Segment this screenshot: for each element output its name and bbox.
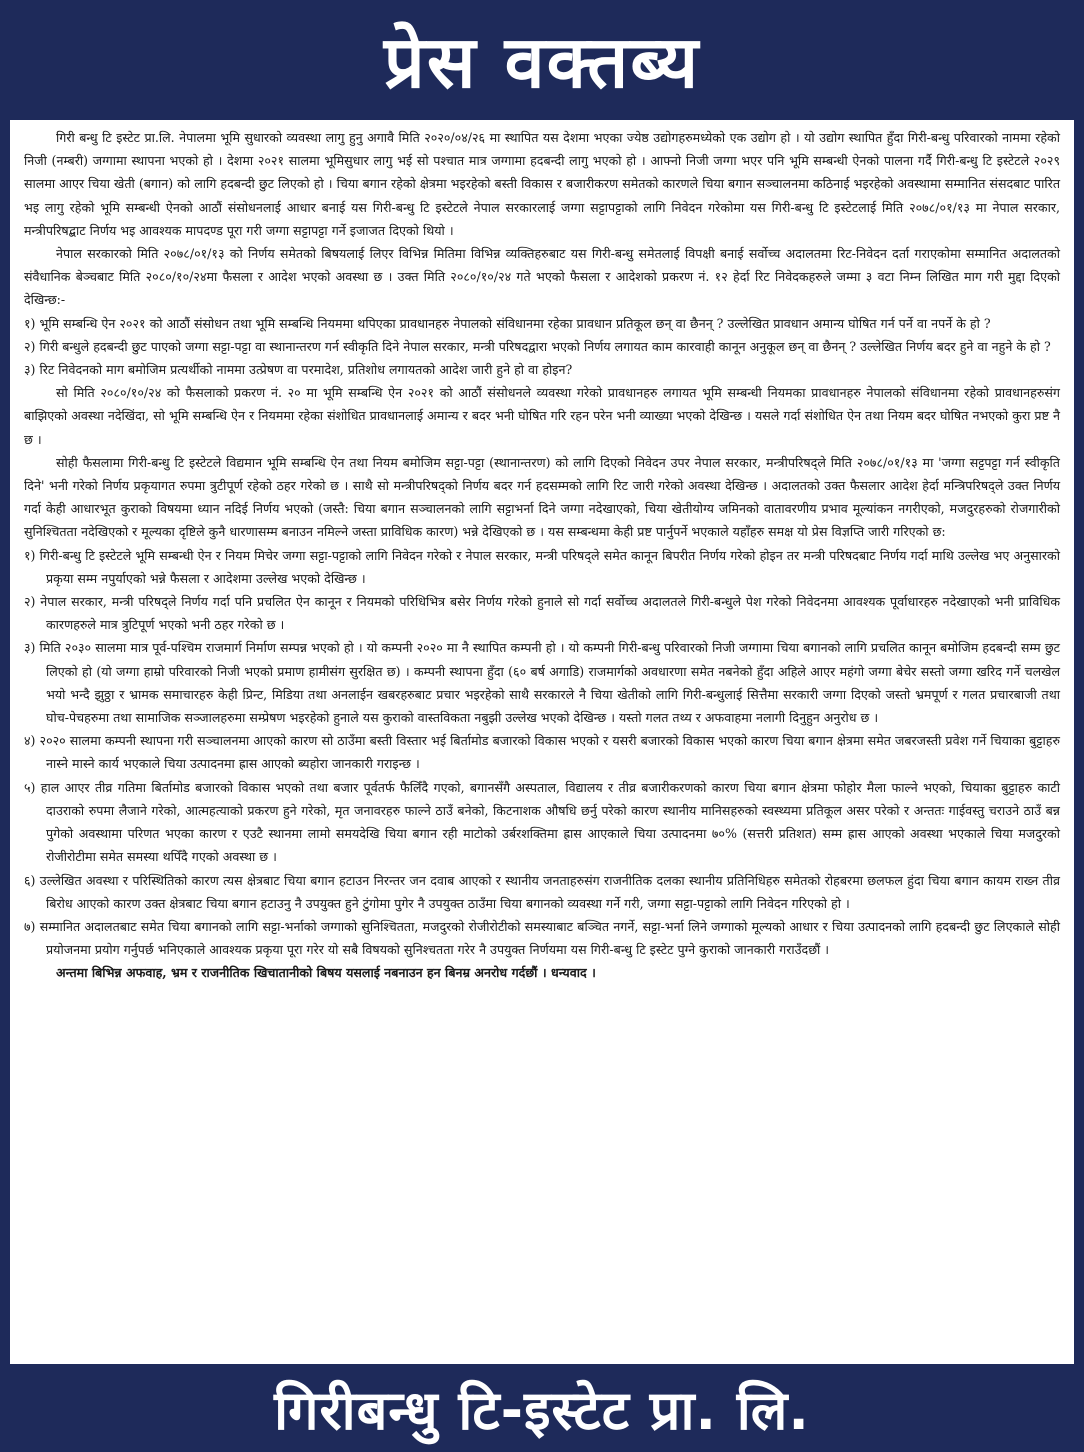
- statement-body: [10, 120, 1074, 1364]
- clarification-item-2: २) नेपाल सरकार, मन्त्री परिषद्ले निर्णय गर्दा पनि प्रचलित ऐन कानून र नियमको परिधिभित्र बसेर निर्णय गरेको हुनाले सो गर्दा सर्वोच्च अदालतले गिरी-बन्धुले पेश गरेको निवेदनमा आवश्यक पूर्वाधारहरु नदेखाएको भनी प्राविधिक कारणहरुले मात्र त्रुटिपूर्ण भएको भनी ठहर गरेको छ ।: [24, 594, 1060, 633]
- clarification-item-3: ३) मिति २०३० सालमा मात्र पूर्व-पश्चिम राजमार्ग निर्माण सम्पन्न भएको हो । यो कम्पनी २०२० मा नै स्थापित कम्पनी हो । यो कम्पनी गिरी-बन्धु परिवारको निजी जग्गामा चिया बगानको लागि प्रचलित कानून बमोजिम हदबन्दी सम्म छुट लिएको हो (यो जग्गा हाम्रो परिवारको निजी भएको प्रमाण हामीसंग सुरक्षित छ) । कम्पनी स्थापना हुँदा (६० बर्ष अगाडि) राजमार्गको अवधारणा समेत नबनेको हुँदा अहिले आएर महंगो जग्गा बेचेर सस्तो जग्गा खरिद गर्ने चलखेल भयो भन्दै झुठ्ठा र भ्रामक समाचारहरु केही प्रिन्ट, मिडिया तथा अनलाईन खबरहरुबाट प्रचार भइरहेको साथै सरकारले नै चिया खेतीको लागि गिरी-बन्धुलाई सित्तैमा सरकारी जग्गा दिएको जस्तो भ्रमपूर्ण र गलत प्रचारबाजी तथा घोच-पेचहरुमा तथा सामाजिक सञ्जालहरुमा सम्प्रेषण भइरहेको हुनाले यस कुराको वास्तविकता नबुझी उल्लेख भएको देखिन्छ । यस्तो गलत तथ्य र अफवाहमा नलागी दिनुहुन अनुरोध छ ।: [24, 640, 1060, 726]
- paragraph-background: गिरी बन्धु टि इस्टेट प्रा.लि. नेपालमा भूमि सुधारको व्यवस्था लागु हुनु अगावै मिति २०२०/०४/२६ मा स्थापित यस देशमा भएका ज्येष्ठ उद्योगहरुमध्येको एक उद्योग हो । यो उद्योग स्थापित हुँदा गिरी-बन्धु परिवारको नाममा रहेको निजी (नम्बरी) जग्गामा स्थापना भएको हो । देशमा २०२१ सालमा भूमिसुधार लागु भई सो पश्चात मात्र जग्गामा हदबन्दी लागु भएको हो । आफ्नो निजी जग्गा भएर पनि भूमि सम्बन्धी ऐनको पालना गर्दै गिरी-बन्धु टि इस्टेटले २०२९ सालमा आएर चिया खेती (बगान) को लागि हदबन्दी छुट लिएको हो । चिया बगान रहेको क्षेत्रमा भइरहेको बस्ती विकास र बजारीकरण समेतको कारणले चिया बगान सञ्चालनमा कठिनाई भइरहेको अवस्थामा सम्मानित संसदबाट पारित भइ लागु रहेको भूमि सम्बन्धी ऐनको आठौं संसोधनलाई आधार बनाई यस गिरी-बन्धु टि इस्टेटले नेपाल सरकारलाई जग्गा सट्टापट्टाको लागि निवेदन गरेकोमा यस गिरी-बन्धु टि इस्टेटलाई मिति २०७८/०१/१३ मा नेपाल सरकार, मन्त्रीपरिषद्बाट निर्णय भइ आवश्यक मापदण्ड पूरा गरी जग्गा सट्टापट्टा गर्ने इजाजत दिएको थियो ।: [24, 130, 1060, 238]
- closing-statement: अन्तमा बिभिन्न अफवाह, भ्रम र राजनीतिक खिचातानीको बिषय यसलाई नबनाउन हन बिनम्र अनरोध गर्दछौं । धन्यवाद ।: [56, 965, 596, 981]
- clarification-item-7: ७) सम्मानित अदालतबाट समेत चिया बगानको लागि सट्टा-भर्नाको जग्गाको सुनिश्चितता, मजदुरको रोजीरोटीको समस्याबाट बञ्चित नगर्ने, सट्टा-भर्ना लिने जग्गाको मूल्यको आधार र चिया उत्पादनको लागि हदबन्दी छुट लिएकाले सोही प्रयोजनमा प्रयोग गर्नुपर्छ भनिएकाले आवश्यक प्रकृया पूरा गरेर यो सबै विषयको सुनिश्चतता गरेर नै उपयुक्त निर्णयमा यस गिरी-बन्धु टि इस्टेट पुग्ने कुराको जानकारी गराउँदछौं ।: [24, 918, 1060, 958]
- paragraph-verdict: सो मिति २०८०/१०/२४ को फैसलाको प्रकरण नं. २० मा भूमि सम्बन्धि ऐन २०२१ को आठौं संसोधनले व्यवस्था गरेको प्रावधानहरु लगायत भूमि सम्बन्धी नियमका प्रावधानहरु नेपालको संविधानमा रहेको प्रावधानहरुसंग बाझिएको अवस्था नदेखिंदा, सो भूमि सम्बन्धि ऐन र नियममा रहेका संशोधित प्रावधानलाई अमान्य र बदर भनी घोषित गरि रहन परेन भनी व्याख्या भएको देखिन्छ । यसले गर्दा संशोधित ऐन तथा नियम बदर घोषित नभएको कुरा प्रष्ट नै छ ।: [24, 385, 1060, 447]
- clarification-item-1: १) गिरी-बन्धु टि इस्टेटले भूमि सम्बन्धी ऐन र नियम मिचेर जग्गा सट्टा-पट्टाको लागि निवेदन गरेको र नेपाल सरकार, मन्त्री परिषद्ले समेत कानून बिपरीत निर्णय गरेको होइन तर मन्त्री परिषदबाट निर्णय गर्दा माथि उल्लेख भए अनुसारको प्रकृया सम्म नपुर्याएको भन्ने फैसला र आदेशमा उल्लेख भएको देखिन्छ ।: [24, 547, 1060, 586]
- clarification-item-5: ५) हाल आएर तीव्र गतिमा बिर्तामोड बजारको विकास भएको तथा बजार पूर्वतर्फ फैलिँदै गएको, बगानसँगै अस्पताल, विद्यालय र तीव्र बजारीकरणको कारण चिया बगान क्षेत्रमा फोहोर मैला फाल्ने भएको, चियाका बुट्टाहरु काटी दाउराको रुपमा लैजाने गरेको, आत्महत्याको प्रकरण हुने गरेको, मृत जनावरहरु फाल्ने ठाउँ बनेको, किटनाशक औषधि छर्नु परेको कारण स्थानीय मानिसहरुको स्वस्थ्यमा प्रतिकूल असर परेको र अन्ततः गाईवस्तु चराउने ठाउँ बन्न पुगेको अवस्थामा परिणत भएका कारण र एउटै स्थानमा लामो समयदेखि चिया बगान रही माटोको उर्बरशक्तिमा ह्रास आएकाले चिया उत्पादनमा ७०% (सत्तरी प्रतिशत) सम्म ह्रास आएको अवस्था भएकाले चिया मजदुरको रोजीरोटीमा समेत समस्या थपिँदै गएको अवस्था छ ।: [24, 779, 1060, 865]
- demand-item-3: ३) रिट निवेदनको माग बमोजिम प्रत्यर्थीको नाममा उत्प्रेषण वा परमादेश, प्रतिशोध लगायतको आदेश जारी हुने हो वा होइन?: [24, 362, 573, 378]
- demand-item-1: १) भूमि सम्बन्धि ऐन २०२१ को आठौं संसोधन तथा भूमि सम्बन्धि नियममा थपिएका प्रावधानहरु नेपालको संविधानमा रहेका प्रावधान प्रतिकूल छन् वा छैनन् ? उल्लेखित प्रावधान अमान्य घोषित गर्न पर्ने वा नपर्ने के हो ?: [24, 315, 991, 331]
- footer-banner: [0, 1364, 1084, 1452]
- clarification-item-6: ६) उल्लेखित अवस्था र परिस्थितिको कारण त्यस क्षेत्रबाट चिया बगान हटाउन निरन्तर जन दवाब आएको र स्थानीय जनताहरुसंग राजनीतिक दलका स्थानीय प्रतिनिधिहरु समेतको रोहबरमा छलफल हुंदा चिया बगान कायम राख्न तीव्र बिरोध आएको कारण उक्त क्षेत्रबाट चिया बगान हटाउनु नै उपयुक्त हुने टुंगोमा पुगेर नै उपयुक्त ठाउँमा चिया बगानको व्यवस्था गर्ने गरी, जग्गा सट्टा-पट्टाको लागि निवेदन गरिएको हो ।: [24, 872, 1060, 911]
- paragraph-court-case: नेपाल सरकारको मिति २०७८/०१/१३ को निर्णय समेतको बिषयलाई लिएर विभिन्न मितिमा विभिन्न व्यक्तिहरुबाट यस गिरी-बन्धु समेतलाई विपक्षी बनाई सर्वोच्च अदालतमा रिट-निवेदन दर्ता गराएकोमा सम्मानित अदालतको संवैधानिक बेञ्चबाट मिति २०८०/१०/२४मा फैसला र आदेश भएको अवस्था छ । उक्त मिति २०८०/१०/२४ गते भएको फैसला र आदेशको प्रकरण नं. १२ हेर्दा रिट निवेदकहरुले जम्मा ३ वटा निम्न लिखित माग गरी मुद्दा दिएको देखिन्छ:-: [24, 246, 1060, 308]
- demand-item-2: २) गिरी बन्धुले हदबन्दी छुट पाएको जग्गा सट्टा-पट्टा वा स्थानान्तरण गर्न स्वीकृति दिने नेपाल सरकार, मन्त्री परिषदद्वारा भएको निर्णय लगायत काम कारवाही कानून अनुकूल छन् वा छैनन् ? उल्लेखित निर्णय बदर हुने वा नहुने के हो ?: [24, 338, 1051, 354]
- company-name: गिरीबन्धु टि-इस्टेट प्रा. लि.: [274, 1379, 810, 1442]
- header-banner: [0, 0, 1084, 120]
- clarification-item-4: ४) २०२० सालमा कम्पनी स्थापना गरी सञ्चालनमा आएको कारण सो ठाउँमा बस्ती विस्तार भई बिर्तामोड बजारको विकास भएको र यसरी बजारको विकास भएको कारण चिया बगान क्षेत्रमा समेत जबरजस्ती प्रवेश गर्ने चियाका बुट्टाहरु नास्ने मास्ने कार्य भएकाले चिया उत्पादनमा ह्रास आएको ब्यहोरा जानकारी गराइन्छ ।: [24, 733, 1060, 772]
- statement-text: [24, 126, 1060, 985]
- paragraph-verdict-details: सोही फैसलामा गिरी-बन्धु टि इस्टेटले विद्यमान भूमि सम्बन्धि ऐन तथा नियम बमोजिम सट्टा-पट्टा (स्थानान्तरण) को लागि दिएको निवेदन उपर नेपाल सरकार, मन्त्रीपरिषद्ले मिति २०७८/०१/१३ मा 'जग्गा सट्टपट्टा गर्न स्वीकृति दिने' भनी गरेको निर्णय प्रकृयागत रुपमा त्रुटीपूर्ण रहेको ठहर गरेको छ । साथै सो मन्त्रीपरिषद्को निर्णय बदर गर्न हदसम्मको लागि रिट जारी गरेको अवस्था देखिन्छ । अदालतको उक्त फैसलार आदेश हेर्दा मन्त्रिपरिषद्ले उक्त निर्णय गर्दा केही आधारभूत कुराको विषयमा ध्यान नदिई निर्णय भएको (जस्तै: चिया बगान सञ्चालनको लागि सट्टाभर्ना दिने जग्गा नदेखाएको, चिया खेतीयोग्य जमिनको वातावरणीय प्रभाव मूल्यांकन नगरीएको, मजदुरहरुको रोजगारीको सुनिश्चितता नदेखिएको र मूल्यका दृष्टिले कुनै धारणासम्म बनाउन नमिल्ने जस्ता प्राविधिक कारण) भन्ने देखिएको छ । यस सम्बन्धमा केही प्रष्ट पार्नुपर्ने भएकाले यहाँहरु समक्ष यो प्रेस विज्ञप्ति जारी गरिएको छ:: [24, 454, 1060, 540]
- page-title: प्रेस वक्तब्य: [383, 20, 701, 104]
